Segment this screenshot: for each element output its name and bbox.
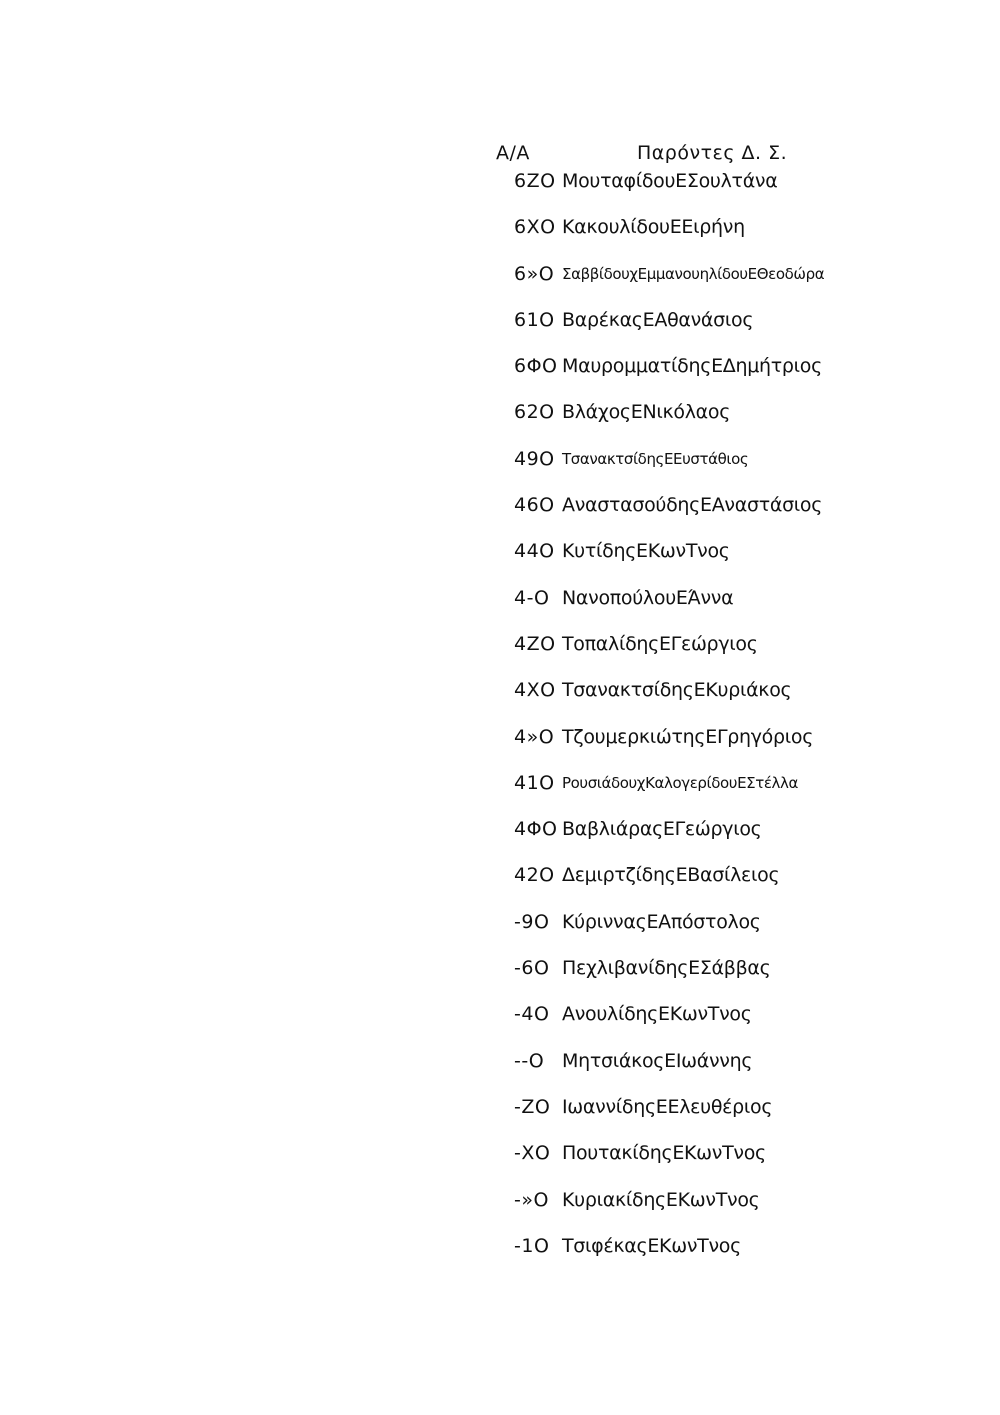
row-number: 6ΧΟ [514,216,556,239]
attendee-name: ΤοπαλίδηςΕΓεώργιος [562,632,758,655]
attendee-name: ΜαυρομματίδηςΕΔημήτριος [562,355,822,378]
attendee-name: ΠουτακίδηςΕΚωνΤνος [562,1142,766,1165]
attendee-name: ΚακουλίδουΕΕιρήνη [562,216,745,239]
list-item [514,1000,974,1046]
list-item [514,723,974,769]
list-item [514,398,974,444]
row-number: -ΧΟ [514,1142,551,1165]
attendee-list [514,167,974,1278]
list-item [514,352,974,398]
row-number: 42Ο [514,864,555,887]
list-item [514,630,974,676]
attendee-name: ΝανοπούλουΕΆννα [562,586,734,609]
attendee-name: ΤζουμερκιώτηςΕΓρηγόριος [562,725,814,748]
attendance-header [496,142,816,168]
row-number: 44Ο [514,540,555,563]
list-item [514,769,974,815]
row-number: 49Ο [514,447,555,470]
row-number: 46Ο [514,494,555,517]
list-item [514,908,974,954]
attendee-name: ΑνουλίδηςΕΚωνΤνος [562,1003,752,1026]
attendees-heading: Παρόντες Δ. Σ. [637,142,788,164]
attendee-name: ΣαββίδουχΕμμανουηλίδουΕΘεοδώρα [562,264,825,283]
list-item [514,1232,974,1278]
attendee-name: ΠεχλιβανίδηςΕΣάββας [562,957,771,980]
list-item [514,676,974,722]
list-item [514,1139,974,1185]
row-number: 4ΧΟ [514,679,556,702]
list-item [514,861,974,907]
attendee-name: ΒλάχοςΕΝικόλαος [562,401,731,424]
attendee-name: ΚυριακίδηςΕΚωνΤνος [562,1188,760,1211]
row-number: 62Ο [514,401,555,424]
row-number: 41Ο [514,771,555,794]
row-number: 61Ο [514,308,555,331]
list-item [514,537,974,583]
attendee-name: ΜητσιάκοςΕΙωάννης [562,1049,753,1072]
list-item [514,1047,974,1093]
attendee-name: ΒαρέκαςΕΑθανάσιος [562,308,754,331]
attendee-name: ΤσανακτσίδηςΕΚυριάκος [562,679,792,702]
attendee-name: ΡουσιάδουχΚαλογερίδουΕΣτέλλα [562,773,798,792]
row-number: 4»Ο [514,725,555,748]
row-number: -»Ο [514,1188,549,1211]
list-item [514,954,974,1000]
row-number: 6ΦΟ [514,355,558,378]
attendee-name: ΚυτίδηςΕΚωνΤνος [562,540,730,563]
row-number: 4ΖΟ [514,632,556,655]
row-number: -1Ο [514,1234,550,1257]
list-item [514,213,974,259]
list-item [514,306,974,352]
list-item [514,491,974,537]
row-number: -6Ο [514,957,550,980]
row-number: -4Ο [514,1003,550,1026]
attendee-name: ΔεμιρτζίδηςΕΒασίλειος [562,864,780,887]
attendee-name: ΚύρινναςΕΑπόστολος [562,910,761,933]
row-number: 6ΖΟ [514,170,556,192]
list-item [514,167,974,213]
list-item [514,1186,974,1232]
attendee-name: ΜουταφίδουΕΣουλτάνα [562,170,778,192]
serial-number-heading: Α/Α [496,142,530,164]
row-number: 4ΦΟ [514,818,558,841]
list-item [514,584,974,630]
list-item [514,260,974,306]
row-number: --Ο [514,1049,545,1072]
list-item [514,815,974,861]
attendee-name: ΑναστασούδηςΕΑναστάσιος [562,494,823,517]
row-number: 4-Ο [514,586,550,609]
list-item [514,445,974,491]
row-number: -9Ο [514,910,550,933]
attendee-name: ΤσανακτσίδηςΕΕυστάθιος [562,449,749,468]
attendee-name: ΤσιφέκαςΕΚωνΤνος [562,1234,741,1257]
attendee-name: ΙωαννίδηςΕΕλευθέριος [562,1095,773,1118]
list-item [514,1093,974,1139]
row-number: -ΖΟ [514,1095,551,1118]
row-number: 6»Ο [514,262,555,285]
attendee-name: ΒαβλιάραςΕΓεώργιος [562,818,762,841]
